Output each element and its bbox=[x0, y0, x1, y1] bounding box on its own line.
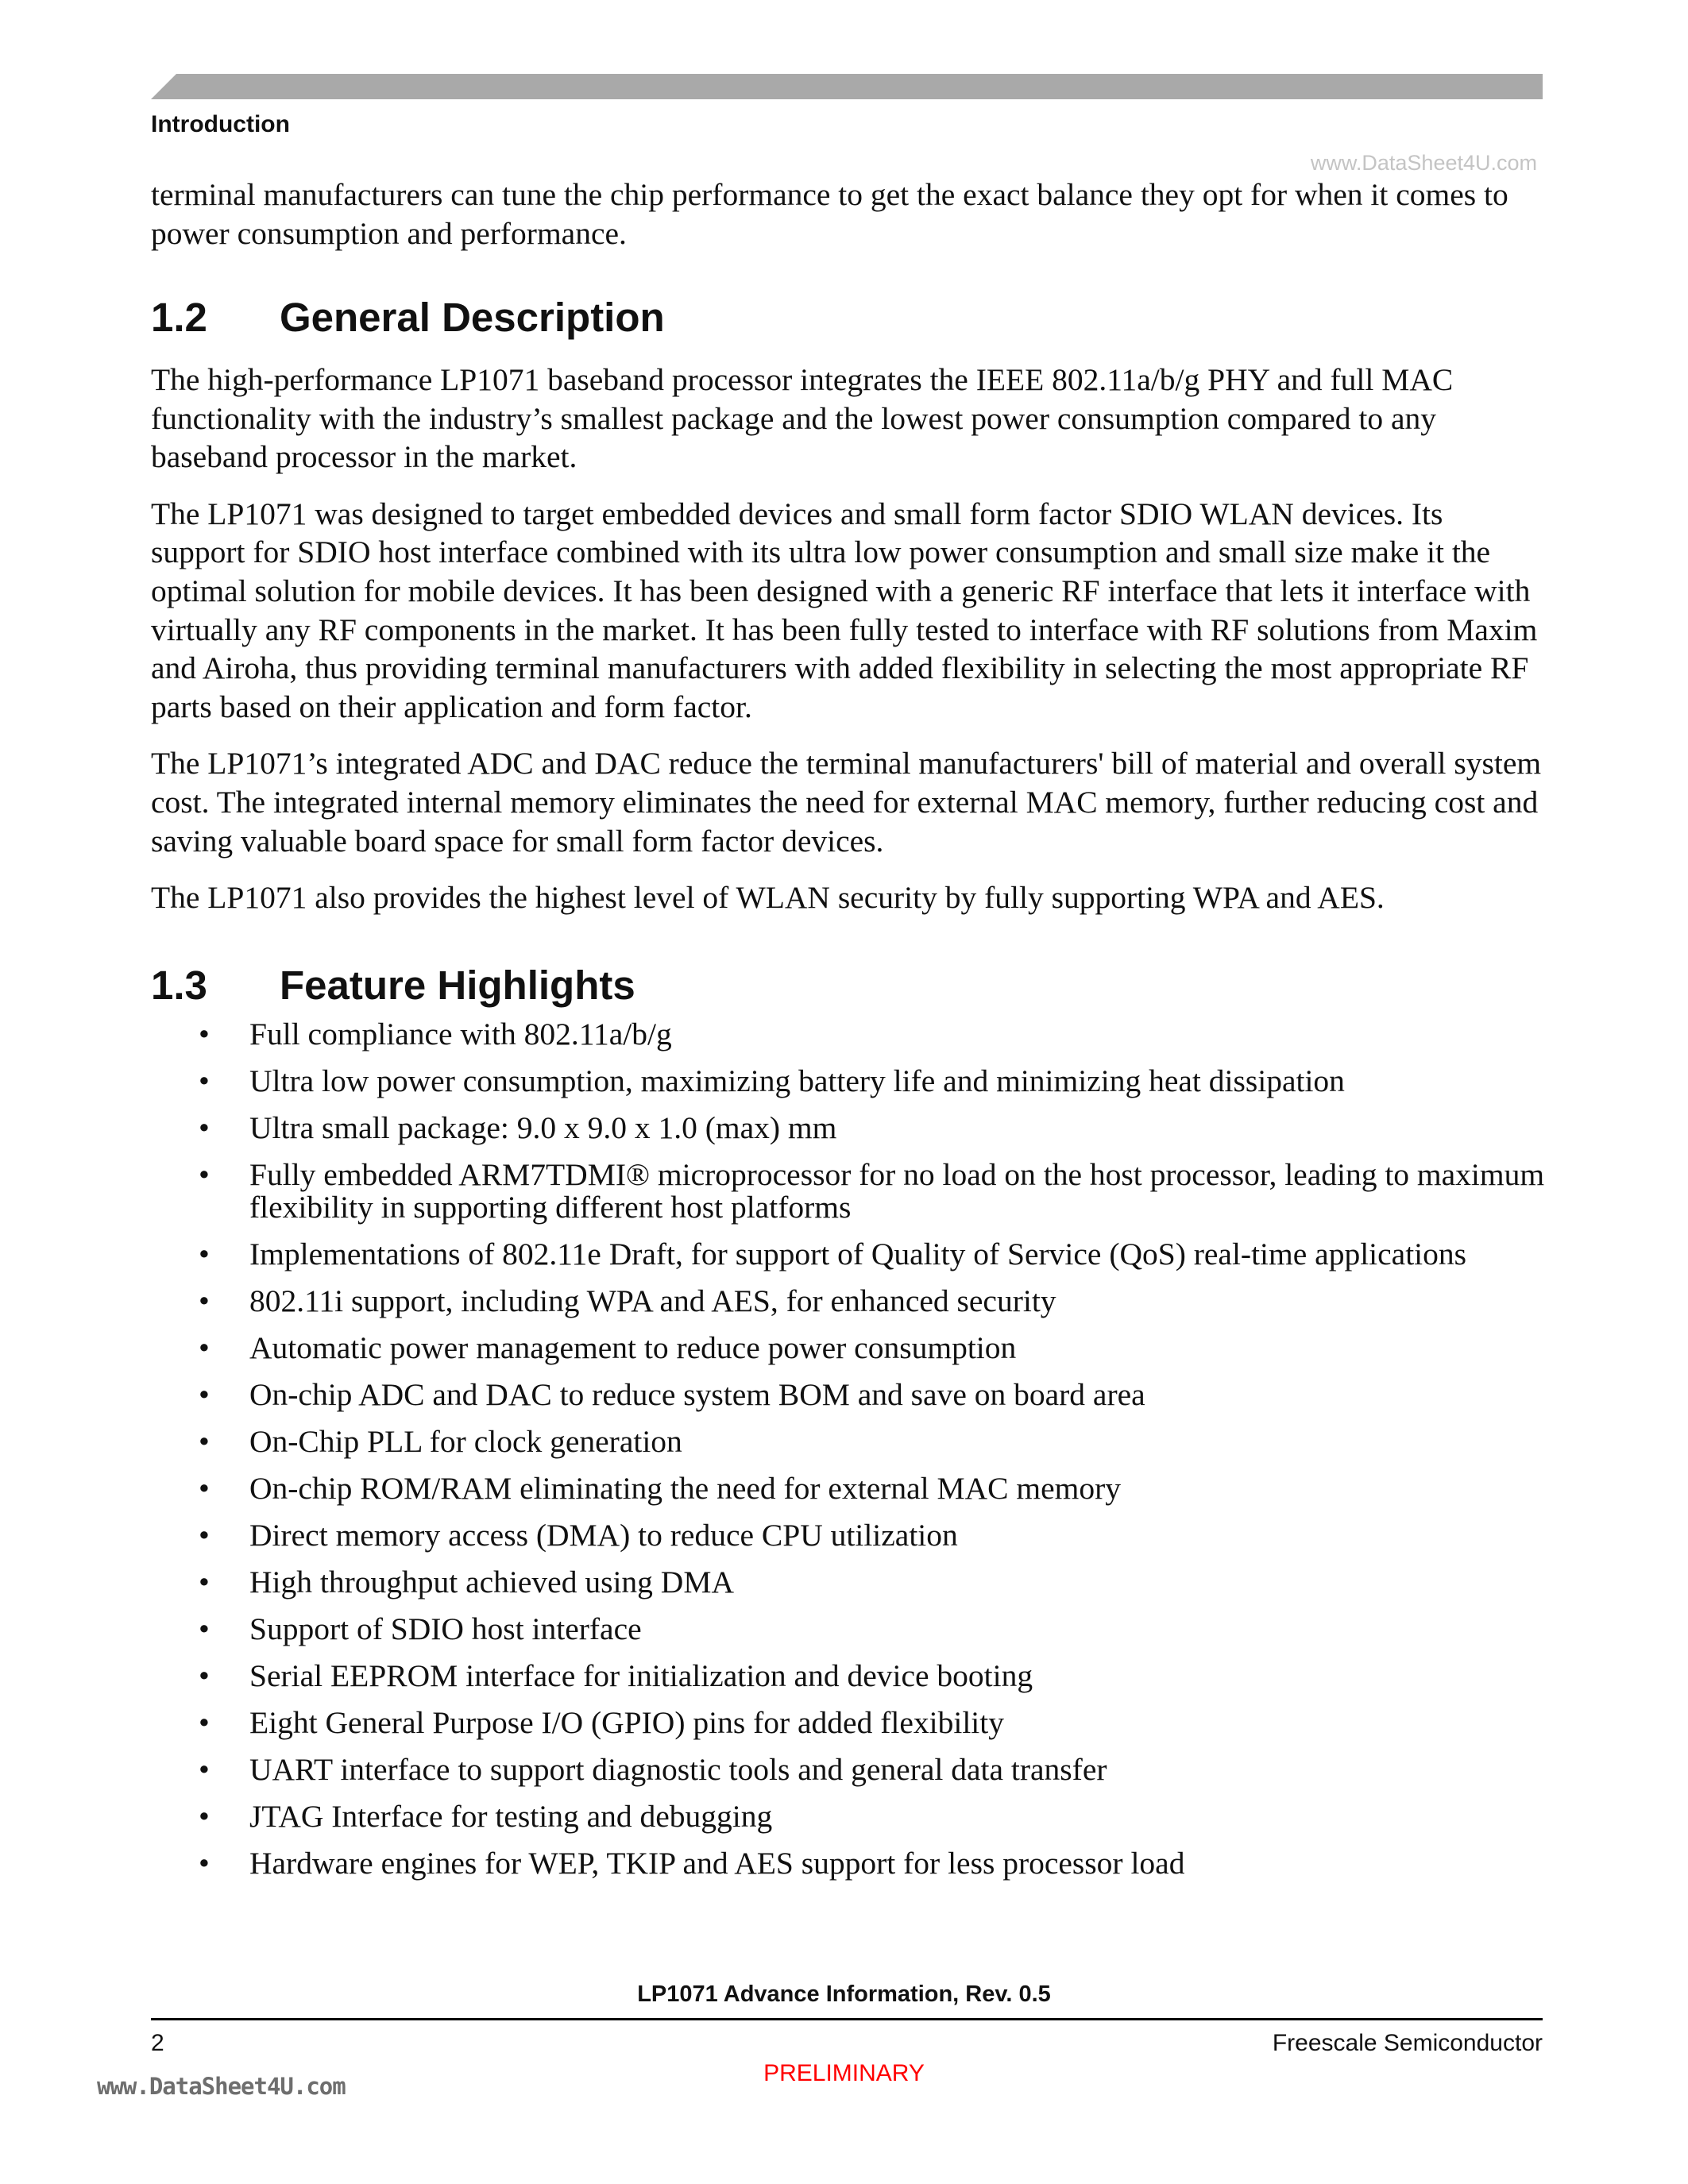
general-description-body bbox=[151, 361, 1543, 936]
list-item-text: Hardware engines for WEP, TKIP and AES support for less processor load bbox=[249, 1846, 1185, 1881]
section-title: Feature Highlights bbox=[280, 963, 635, 1008]
list-item bbox=[151, 1426, 1549, 1458]
bullet-icon: • bbox=[199, 1330, 210, 1365]
list-item-text: 802.11i support, including WPA and AES, for enhanced security bbox=[249, 1283, 1056, 1318]
company-name: Freescale Semiconductor bbox=[1272, 2030, 1543, 2056]
list-item bbox=[151, 1847, 1549, 1880]
list-item bbox=[151, 1159, 1549, 1224]
list-item-text: Ultra low power consumption, maximizing battery life and minimizing heat dissipation bbox=[249, 1063, 1345, 1098]
page-number: 2 bbox=[151, 2030, 164, 2056]
list-item bbox=[151, 1472, 1549, 1505]
bullet-icon: • bbox=[199, 1846, 210, 1881]
list-item bbox=[151, 1238, 1549, 1271]
list-item-text: Fully embedded ARM7TDMI® microprocessor for no load on the host processor, leading to maximum flexibility in supporting different host platforms bbox=[249, 1157, 1545, 1225]
list-item bbox=[151, 1285, 1549, 1318]
list-item-text: Direct memory access (DMA) to reduce CPU utilization bbox=[249, 1518, 958, 1553]
list-item-text: High throughput achieved using DMA bbox=[249, 1565, 734, 1599]
bullet-icon: • bbox=[199, 1237, 210, 1271]
list-item bbox=[151, 1332, 1549, 1364]
list-item-text: Support of SDIO host interface bbox=[249, 1611, 642, 1646]
footer-document-title: LP1071 Advance Information, Rev. 0.5 bbox=[637, 1981, 1051, 2007]
bullet-icon: • bbox=[199, 1799, 210, 1834]
bullet-icon: • bbox=[199, 1705, 210, 1740]
list-item-text: On-chip ROM/RAM eliminating the need for external MAC memory bbox=[249, 1471, 1122, 1506]
list-item bbox=[151, 1800, 1549, 1833]
paragraph: terminal manufacturers can tune the chip performance to get the exact balance they opt for when it comes to power consumption and performance. bbox=[151, 177, 1508, 251]
section-number: 1.3 bbox=[151, 963, 207, 1008]
bullet-icon: • bbox=[199, 1063, 210, 1098]
bullet-icon: • bbox=[199, 1424, 210, 1459]
intro-continuation bbox=[151, 176, 1543, 271]
list-item-text: Implementations of 802.11e Draft, for support of Quality of Service (QoS) real-time applications bbox=[249, 1237, 1467, 1271]
list-item-text: Serial EEPROM interface for initialization and device booting bbox=[249, 1658, 1033, 1693]
list-item bbox=[151, 1566, 1549, 1599]
list-item-text: On-chip ADC and DAC to reduce system BOM and save on board area bbox=[249, 1377, 1145, 1412]
bullet-icon: • bbox=[199, 1518, 210, 1553]
section-title: General Description bbox=[280, 295, 665, 340]
paragraph: The LP1071 was designed to target embedded devices and small form factor SDIO WLAN devices. Its support for SDIO host interface combined with its ultra low power consumption and small size make it the optimal solution for mobile devices. It has been designed with a generic RF interface that lets it interface with virtually any RF components in the market. It has been fully tested to interface with RF solutions from Maxim and Airoha, thus providing terminal manufacturers with added flexibility in selecting the most appropriate RF parts based on their application and form factor. bbox=[151, 496, 1538, 724]
list-item bbox=[151, 1379, 1549, 1411]
section-heading-feature-highlights bbox=[151, 962, 635, 1009]
list-item-text: Eight General Purpose I/O (GPIO) pins for added flexibility bbox=[249, 1705, 1004, 1740]
watermark-bottom: www.DataSheet4U.com bbox=[97, 2073, 346, 2100]
list-item bbox=[151, 1613, 1549, 1646]
bullet-icon: • bbox=[199, 1017, 210, 1051]
list-item bbox=[151, 1660, 1549, 1692]
bullet-icon: • bbox=[199, 1752, 210, 1787]
section-heading-general-description bbox=[151, 294, 665, 341]
list-item bbox=[151, 1519, 1549, 1552]
bullet-icon: • bbox=[199, 1283, 210, 1318]
paragraph: The LP1071’s integrated ADC and DAC reduce the terminal manufacturers' bill of material and overall system cost. The integrated internal memory eliminates the need for external MAC memory, further reducing cost and saving valuable board space for small form factor devices. bbox=[151, 746, 1542, 859]
bullet-icon: • bbox=[199, 1110, 210, 1145]
bullet-icon: • bbox=[199, 1471, 210, 1506]
footer-divider bbox=[151, 2018, 1543, 2020]
bullet-icon: • bbox=[199, 1157, 210, 1192]
list-item-text: On-Chip PLL for clock generation bbox=[249, 1424, 682, 1459]
list-item-text: UART interface to support diagnostic tools and general data transfer bbox=[249, 1752, 1107, 1787]
list-item-text: JTAG Interface for testing and debugging bbox=[249, 1799, 773, 1834]
paragraph: The high-performance LP1071 baseband processor integrates the IEEE 802.11a/b/g PHY and full MAC functionality with the industry’s smallest package and the lowest power consumption compared to any baseband processor in the market. bbox=[151, 362, 1454, 475]
paragraph: The LP1071 also provides the highest level of WLAN security by fully supporting WPA and AES. bbox=[151, 880, 1385, 916]
list-item bbox=[151, 1707, 1549, 1739]
list-item-text: Ultra small package: 9.0 x 9.0 x 1.0 (max) mm bbox=[249, 1110, 837, 1145]
section-number: 1.2 bbox=[151, 295, 207, 340]
list-item bbox=[151, 1018, 1549, 1051]
watermark-top: www.DataSheet4U.com bbox=[1310, 151, 1537, 175]
list-item-text: Automatic power management to reduce power consumption bbox=[249, 1330, 1017, 1365]
list-item bbox=[151, 1112, 1549, 1144]
list-item bbox=[151, 1065, 1549, 1098]
feature-list bbox=[151, 1018, 1549, 1894]
header-bar bbox=[151, 74, 1543, 99]
bullet-icon: • bbox=[199, 1377, 210, 1412]
bullet-icon: • bbox=[199, 1611, 210, 1646]
bullet-icon: • bbox=[199, 1658, 210, 1693]
list-item-text: Full compliance with 802.11a/b/g bbox=[249, 1017, 672, 1051]
bullet-icon: • bbox=[199, 1565, 210, 1599]
preliminary-label: PRELIMINARY bbox=[763, 2060, 925, 2086]
list-item bbox=[151, 1754, 1549, 1786]
running-header: Introduction bbox=[151, 111, 290, 137]
